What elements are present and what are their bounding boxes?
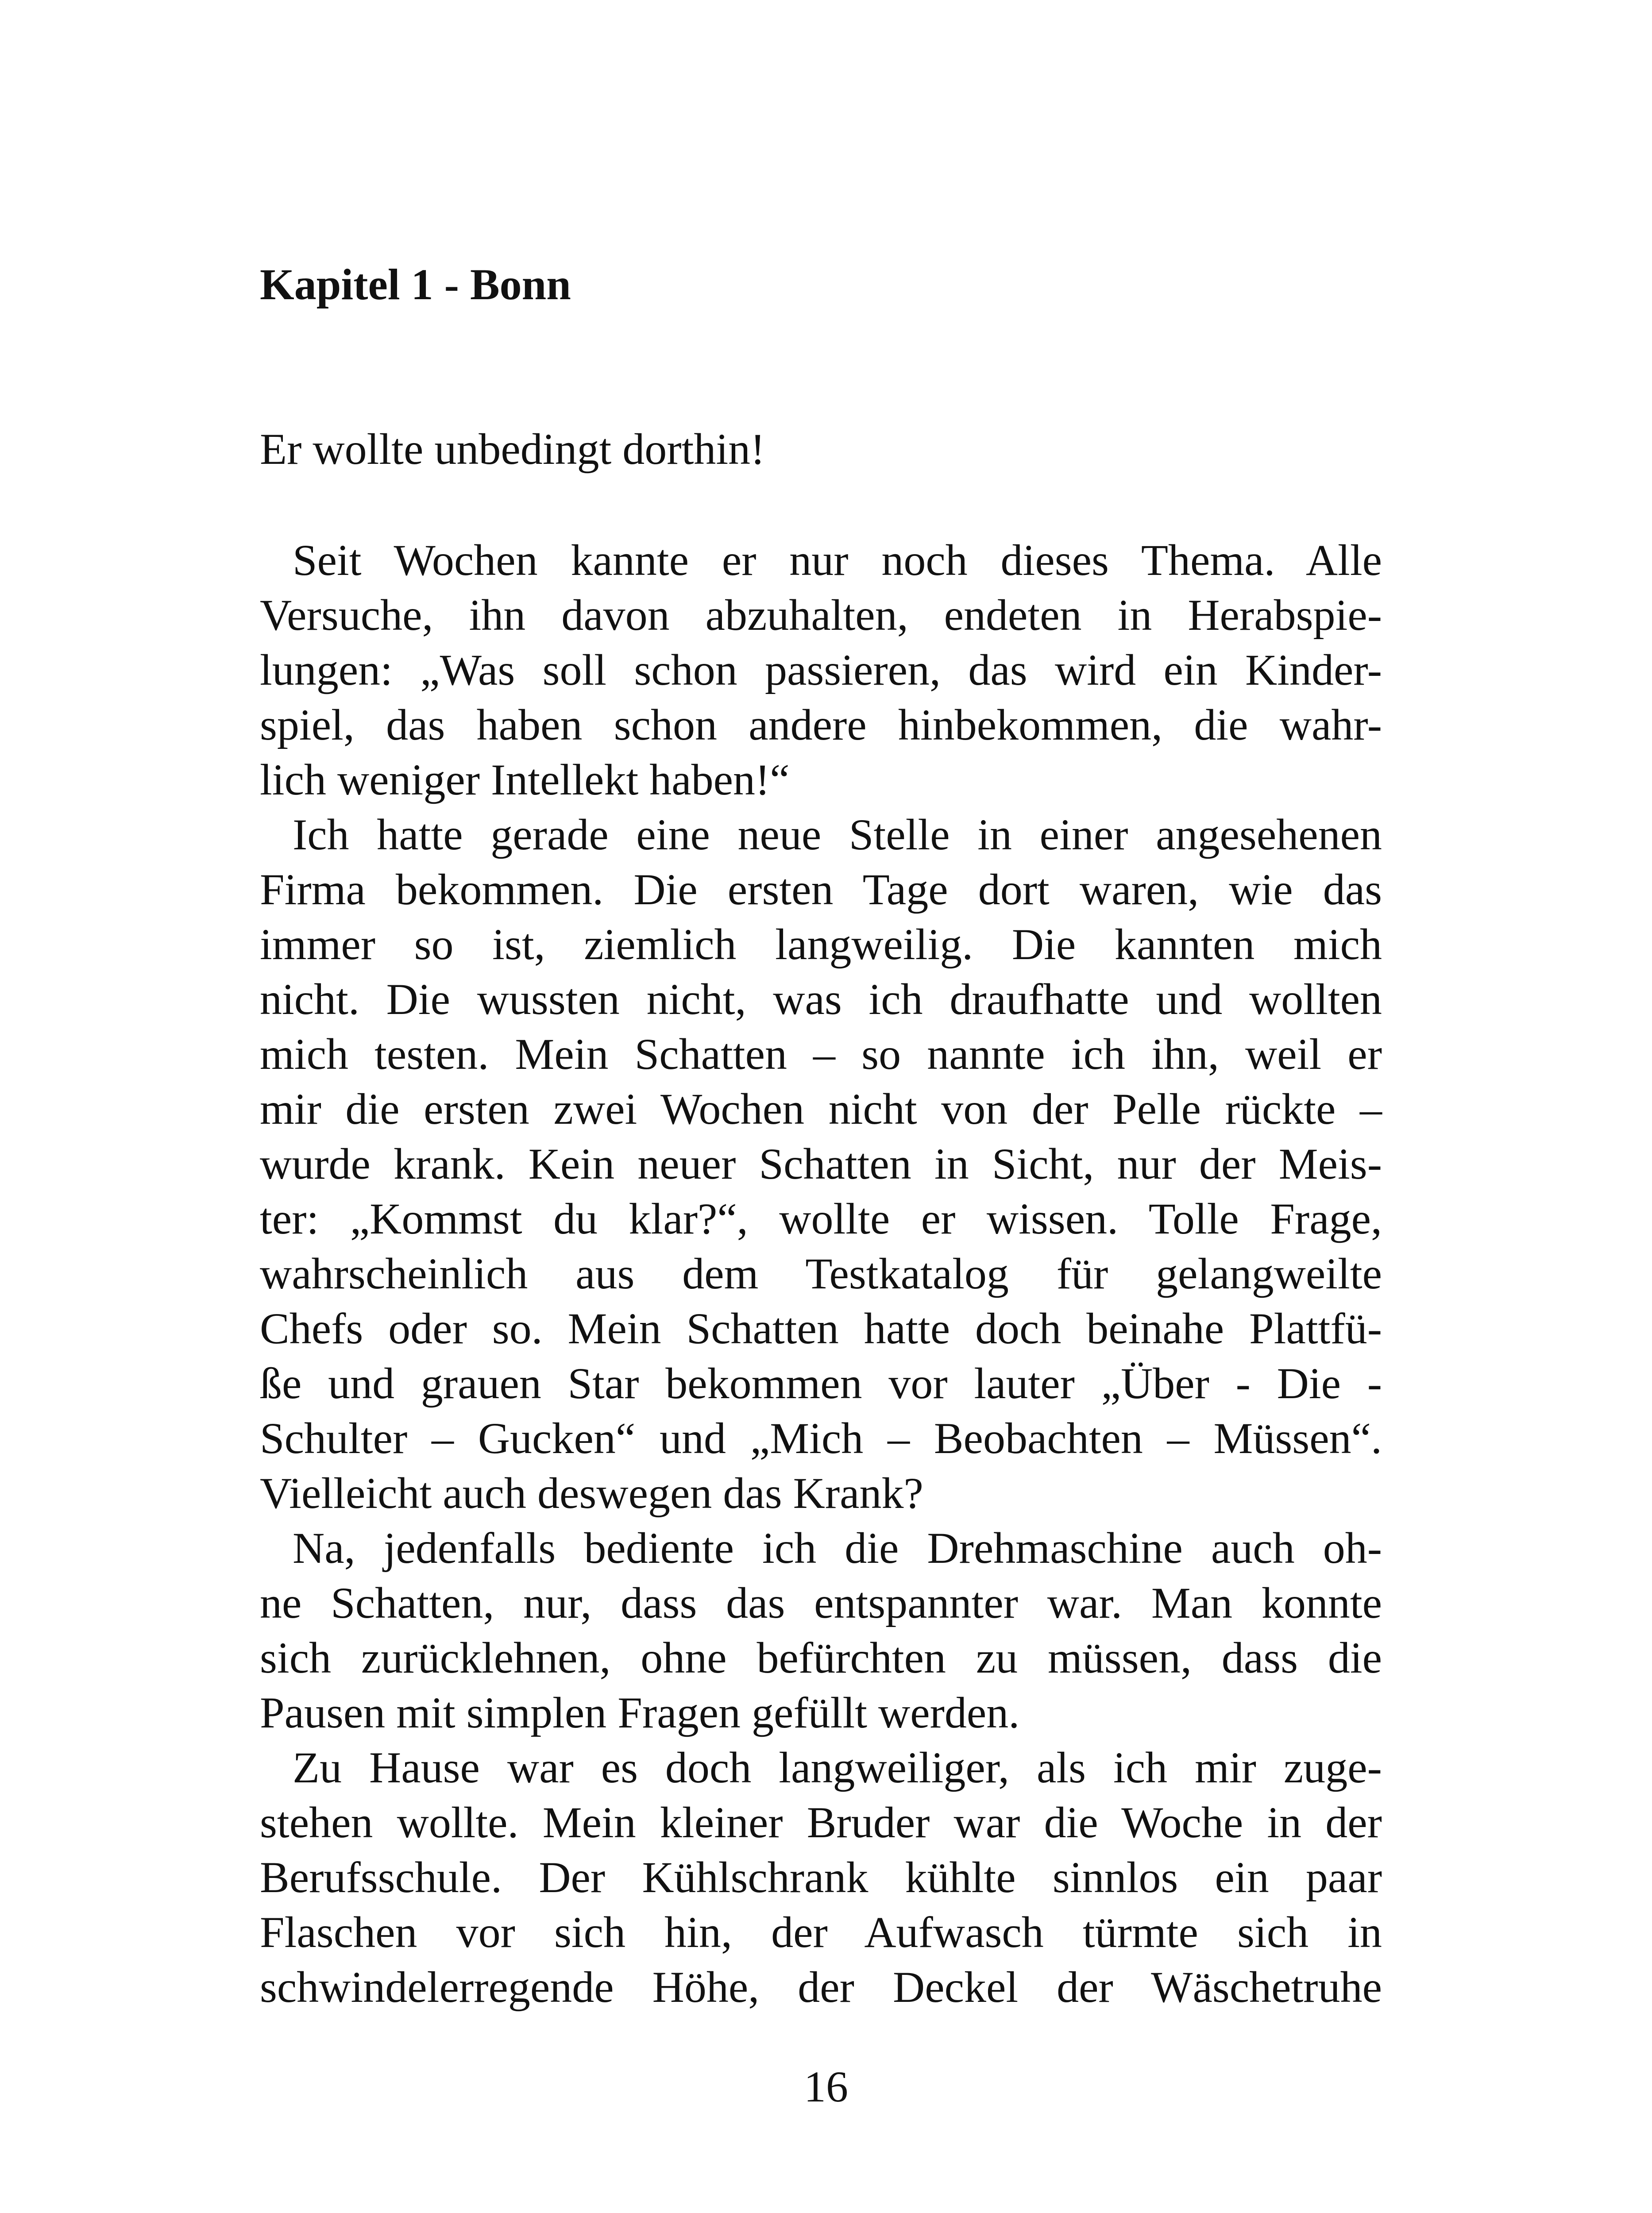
text-line: Zu Hause war es doch langweiliger, als ich mir zuge- (293, 1743, 1382, 1792)
text-line: ße und grauen Star bekommen vor lauter „Über - Die - (260, 1359, 1382, 1408)
text-line: ne Schatten, nur, dass das entspannter war. Man konnte (260, 1578, 1382, 1627)
opening-line: Er wollte unbedingt dorthin! (260, 424, 765, 474)
text-line: Pausen mit simplen Fragen gefüllt werden. (260, 1688, 1020, 1737)
text-line: Versuche, ihn davon abzuhalten, endeten in Herabspie- (260, 590, 1382, 640)
text-line: Firma bekommen. Die ersten Tage dort waren, wie das (260, 865, 1382, 914)
text-line: schwindelerregende Höhe, der Deckel der Wäschetruhe (260, 1962, 1382, 2012)
text-line: Flaschen vor sich hin, der Aufwasch türmte sich in (260, 1908, 1382, 1957)
text-line: lich weniger Intellekt haben!“ (260, 755, 790, 804)
text-line: Ich hatte gerade eine neue Stelle in einer angesehenen (293, 810, 1382, 859)
text-line: Chefs oder so. Mein Schatten hatte doch beinahe Plattfü- (260, 1304, 1382, 1353)
text-line: Vielleicht auch deswegen das Krank? (260, 1469, 923, 1518)
text-line: Na, jedenfalls bediente ich die Drehmaschine auch oh- (293, 1523, 1382, 1573)
text-line: wahrscheinlich aus dem Testkatalog für gelangweilte (260, 1249, 1382, 1298)
text-line: nicht. Die wussten nicht, was ich draufhatte und wollten (260, 975, 1382, 1024)
text-line: spiel, das haben schon andere hinbekommen, die wahr- (260, 700, 1382, 749)
text-line: mir die ersten zwei Wochen nicht von der Pelle rückte – (260, 1084, 1382, 1133)
text-line: Schulter – Gucken“ und „Mich – Beobachten – Müssen“. (260, 1414, 1382, 1463)
text-line: lungen: „Was soll schon passieren, das wird ein Kinder- (260, 645, 1382, 694)
text-line: immer so ist, ziemlich langweilig. Die kannten mich (260, 920, 1382, 969)
text-line: wurde krank. Kein neuer Schatten in Sicht, nur der Meis- (260, 1139, 1382, 1188)
text-line: Berufsschule. Der Kühlschrank kühlte sinnlos ein paar (260, 1853, 1382, 1902)
body-text (260, 533, 1382, 2015)
chapter-heading: Kapitel 1 - Bonn (260, 260, 571, 309)
text-line: ter: „Kommst du klar?“, wollte er wissen. Tolle Frage, (260, 1194, 1382, 1243)
page-number: 16 (804, 2062, 848, 2111)
text-line: stehen wollte. Mein kleiner Bruder war die Woche in der (260, 1798, 1382, 1847)
text-line: sich zurücklehnen, ohne befürchten zu müssen, dass die (260, 1633, 1382, 1682)
text-line: mich testen. Mein Schatten – so nannte ich ihn, weil er (260, 1029, 1382, 1079)
text-line: Seit Wochen kannte er nur noch dieses Thema. Alle (293, 536, 1382, 585)
